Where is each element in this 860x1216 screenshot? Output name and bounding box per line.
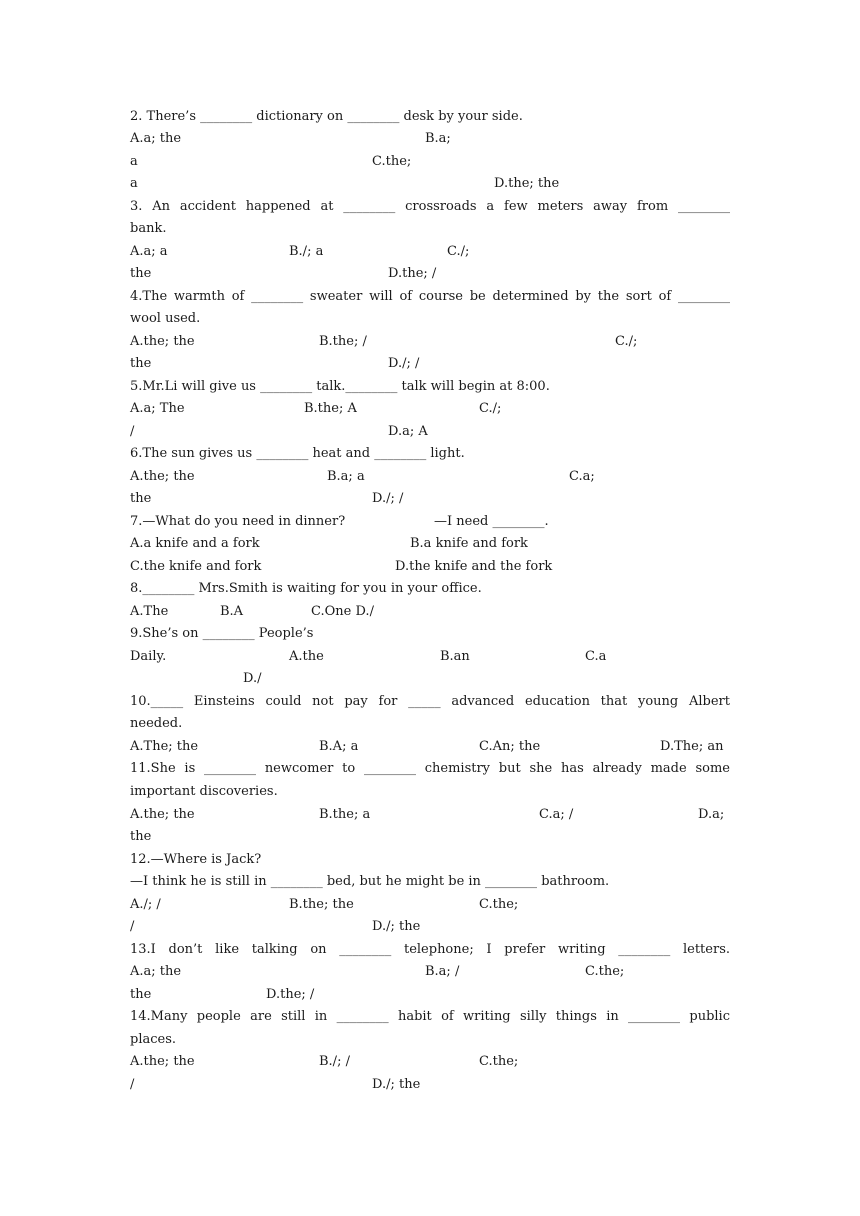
- text-line: A./; /: [130, 897, 161, 912]
- option-text: D.the; /: [266, 987, 315, 1002]
- option-text: B.a; /: [425, 964, 460, 979]
- text-line: A.a knife and a fork: [130, 536, 260, 551]
- option-text: C./;: [447, 244, 470, 259]
- option-text: B.an: [440, 649, 470, 664]
- option-text: A.the: [289, 649, 324, 664]
- text-line: the: [130, 829, 152, 844]
- text-line: 11.She is ________ newcomer to ________ chemistry but she has already made some: [130, 761, 730, 776]
- option-text: B.the; a: [319, 807, 371, 822]
- text-line: /: [130, 424, 135, 439]
- option-text: C.An; the: [479, 739, 541, 754]
- text-line: 8.________ Mrs.Smith is waiting for you in your office.: [130, 581, 482, 596]
- option-text: D./; /: [388, 356, 420, 371]
- text-line: needed.: [130, 716, 183, 731]
- text-line: A.the; the: [130, 807, 195, 822]
- option-text: D.a; A: [388, 424, 428, 439]
- option-text: C./;: [479, 401, 502, 416]
- text-line: 5.Mr.Li will give us ________ talk.________ talk will begin at 8:00.: [130, 379, 550, 394]
- text-line: wool used.: [130, 311, 201, 326]
- option-text: C.a;: [569, 469, 595, 484]
- option-text: D.The; an: [660, 739, 724, 754]
- option-text: D.the; the: [494, 176, 560, 191]
- text-line: 4.The warmth of ________ sweater will of course be determined by the sort of ________: [130, 289, 730, 304]
- option-text: C.the;: [479, 1054, 519, 1069]
- text-line: the: [130, 356, 152, 371]
- option-text: D./; /: [372, 491, 404, 506]
- option-text: D.the; /: [388, 266, 437, 281]
- text-line: A.The; the: [130, 739, 199, 754]
- option-text: D./; the: [372, 1077, 421, 1092]
- option-text: B.the; /: [319, 334, 367, 349]
- text-line: the: [130, 491, 152, 506]
- text-line: a: [130, 154, 138, 169]
- text-line: 12.—Where is Jack?: [130, 852, 262, 867]
- option-text: C.a; /: [539, 807, 574, 822]
- text-line: A.the; the: [130, 1054, 195, 1069]
- text-line: the: [130, 266, 152, 281]
- text-line: places.: [130, 1032, 177, 1047]
- option-text: B.the; A: [304, 401, 357, 416]
- text-line: C.the knife and fork: [130, 559, 262, 574]
- text-line: a: [130, 176, 138, 191]
- text-line: A.a; a: [130, 244, 168, 259]
- option-text: B.the; the: [289, 897, 354, 912]
- option-text: C./;: [615, 334, 638, 349]
- text-line: /: [130, 1077, 135, 1092]
- text-line: 2. There’s ________ dictionary on ________ desk by your side.: [130, 109, 523, 124]
- text-line: A.a; the: [130, 964, 182, 979]
- option-text: B.a;: [425, 131, 451, 146]
- option-text: B.A: [220, 604, 244, 619]
- text-line: 3. An accident happened at ________ crossroads a few meters away from ________: [130, 199, 730, 214]
- option-text: C.One D./: [311, 604, 374, 619]
- text-line: /: [130, 919, 135, 934]
- text-line: —I think he is still in ________ bed, but he might be in ________ bathroom.: [130, 874, 610, 889]
- text-line: 10._____ Einsteins could not pay for _____ advanced education that young Albert: [130, 694, 730, 709]
- text-line: A.a; The: [130, 401, 185, 416]
- option-text: B./; /: [319, 1054, 350, 1069]
- option-text: C.the;: [585, 964, 625, 979]
- option-text: —I need ________.: [434, 514, 549, 529]
- text-line: A.the; the: [130, 469, 195, 484]
- option-text: D.a;: [698, 807, 725, 822]
- text-line: 13.I don’t like talking on ________ telephone; I prefer writing ________ letters.: [130, 942, 730, 957]
- option-text: D.the knife and the fork: [395, 559, 553, 574]
- text-line: Daily.: [130, 649, 167, 664]
- text-line: D./: [243, 671, 262, 686]
- text-line: A.a; the: [130, 131, 182, 146]
- text-line: the: [130, 987, 152, 1002]
- option-text: B./; a: [289, 244, 324, 259]
- text-line: 9.She’s on ________ People’s: [130, 626, 314, 641]
- option-text: C.the;: [479, 897, 519, 912]
- option-text: B.A; a: [319, 739, 359, 754]
- option-text: C.a: [585, 649, 607, 664]
- text-line: A.the; the: [130, 334, 195, 349]
- text-line: 7.—What do you need in dinner?: [130, 514, 346, 529]
- text-line: important discoveries.: [130, 784, 278, 799]
- text-line: 6.The sun gives us ________ heat and ________ light.: [130, 446, 465, 461]
- text-line: 14.Many people are still in ________ habit of writing silly things in ________ public: [130, 1009, 730, 1024]
- option-text: C.the;: [372, 154, 412, 169]
- option-text: B.a knife and fork: [410, 536, 528, 551]
- option-text: D./; the: [372, 919, 421, 934]
- text-line: bank.: [130, 221, 167, 236]
- option-text: B.a; a: [327, 469, 365, 484]
- text-line: A.The: [130, 604, 169, 619]
